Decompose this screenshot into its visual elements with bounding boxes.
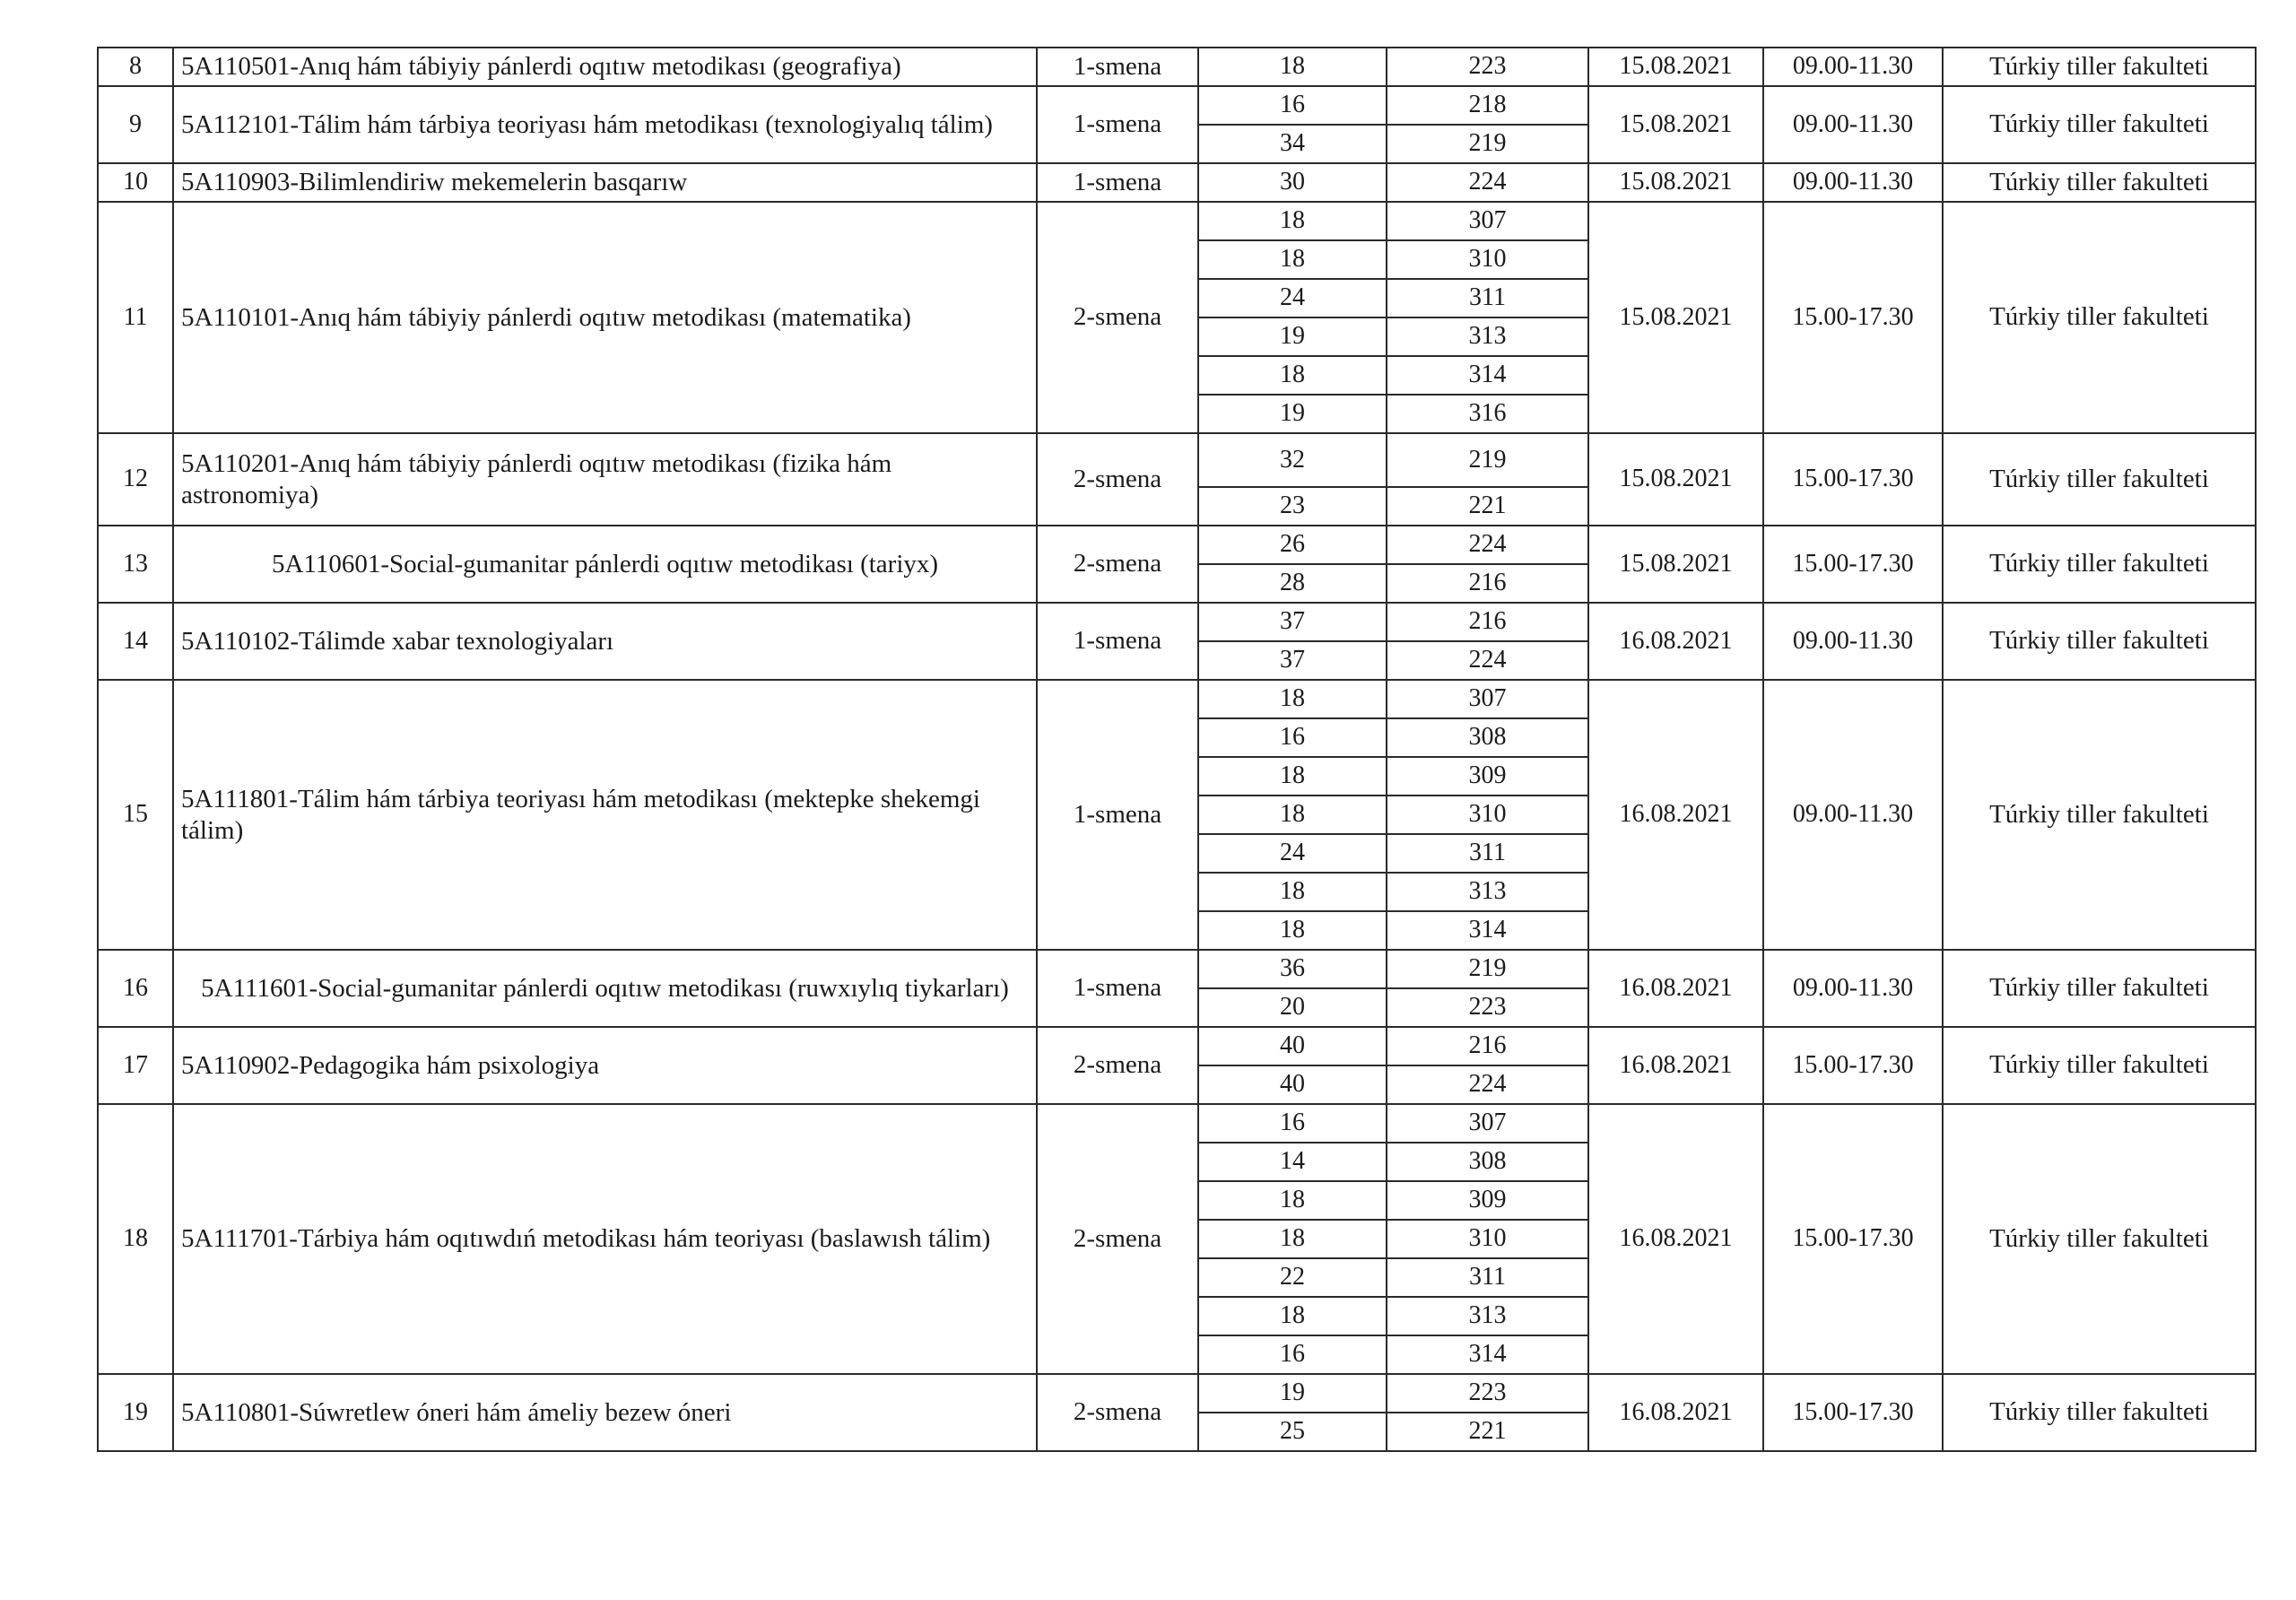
specialty-cell: 5A110601-Social-gumanitar pánlerdi oqıtıw metodikası (tariyx) bbox=[173, 526, 1037, 603]
student-count-cell: 30 bbox=[1198, 163, 1387, 202]
faculty-cell: Túrkiy tiller fakulteti bbox=[1943, 680, 2256, 950]
student-count-cell: 19 bbox=[1198, 1374, 1387, 1413]
date-cell: 15.08.2021 bbox=[1588, 48, 1763, 86]
shift-cell: 1-smena bbox=[1037, 950, 1198, 1027]
shift-cell: 2-smena bbox=[1037, 202, 1198, 433]
student-count-cell: 34 bbox=[1198, 125, 1387, 163]
room-cell: 224 bbox=[1387, 163, 1588, 202]
room-cell: 216 bbox=[1387, 603, 1588, 641]
student-count-cell: 40 bbox=[1198, 1065, 1387, 1104]
student-count-cell: 19 bbox=[1198, 317, 1387, 356]
exam-schedule-table bbox=[97, 47, 2257, 1452]
room-cell: 221 bbox=[1387, 1413, 1588, 1451]
table-body bbox=[98, 48, 2256, 1451]
room-cell: 307 bbox=[1387, 1104, 1588, 1143]
room-cell: 314 bbox=[1387, 1335, 1588, 1374]
room-cell: 313 bbox=[1387, 1297, 1588, 1335]
row-number: 15 bbox=[98, 680, 173, 950]
row-number: 10 bbox=[98, 163, 173, 202]
table-row bbox=[98, 603, 2256, 641]
time-cell: 15.00-17.30 bbox=[1763, 526, 1943, 603]
row-number: 12 bbox=[98, 433, 173, 526]
time-cell: 09.00-11.30 bbox=[1763, 680, 1943, 950]
room-cell: 216 bbox=[1387, 564, 1588, 603]
room-cell: 224 bbox=[1387, 1065, 1588, 1104]
time-cell: 09.00-11.30 bbox=[1763, 48, 1943, 86]
room-cell: 311 bbox=[1387, 1258, 1588, 1297]
table-row bbox=[98, 163, 2256, 202]
room-cell: 219 bbox=[1387, 433, 1588, 487]
date-cell: 16.08.2021 bbox=[1588, 1104, 1763, 1374]
student-count-cell: 18 bbox=[1198, 48, 1387, 86]
date-cell: 16.08.2021 bbox=[1588, 950, 1763, 1027]
time-cell: 15.00-17.30 bbox=[1763, 1374, 1943, 1451]
student-count-cell: 18 bbox=[1198, 356, 1387, 395]
specialty-cell: 5A110501-Anıq hám tábiyiy pánlerdi oqıtıw metodikası (geografiya) bbox=[173, 48, 1037, 86]
room-cell: 223 bbox=[1387, 988, 1588, 1027]
time-cell: 09.00-11.30 bbox=[1763, 950, 1943, 1027]
room-cell: 309 bbox=[1387, 1181, 1588, 1220]
faculty-cell: Túrkiy tiller fakulteti bbox=[1943, 526, 2256, 603]
table-row bbox=[98, 1104, 2256, 1143]
room-cell: 313 bbox=[1387, 873, 1588, 911]
table-row bbox=[98, 526, 2256, 564]
shift-cell: 1-smena bbox=[1037, 603, 1198, 680]
date-cell: 15.08.2021 bbox=[1588, 163, 1763, 202]
room-cell: 308 bbox=[1387, 718, 1588, 757]
student-count-cell: 37 bbox=[1198, 641, 1387, 680]
room-cell: 308 bbox=[1387, 1143, 1588, 1181]
room-cell: 313 bbox=[1387, 317, 1588, 356]
room-cell: 223 bbox=[1387, 1374, 1588, 1413]
specialty-cell: 5A111701-Tárbiya hám oqıtıwdıń metodikası hám teoriyası (baslawısh tálim) bbox=[173, 1104, 1037, 1374]
shift-cell: 1-smena bbox=[1037, 163, 1198, 202]
student-count-cell: 16 bbox=[1198, 1335, 1387, 1374]
student-count-cell: 26 bbox=[1198, 526, 1387, 564]
student-count-cell: 18 bbox=[1198, 1181, 1387, 1220]
date-cell: 15.08.2021 bbox=[1588, 86, 1763, 163]
student-count-cell: 14 bbox=[1198, 1143, 1387, 1181]
time-cell: 09.00-11.30 bbox=[1763, 86, 1943, 163]
student-count-cell: 32 bbox=[1198, 433, 1387, 487]
student-count-cell: 18 bbox=[1198, 757, 1387, 796]
time-cell: 15.00-17.30 bbox=[1763, 433, 1943, 526]
date-cell: 16.08.2021 bbox=[1588, 1374, 1763, 1451]
student-count-cell: 18 bbox=[1198, 873, 1387, 911]
shift-cell: 1-smena bbox=[1037, 86, 1198, 163]
student-count-cell: 40 bbox=[1198, 1027, 1387, 1065]
specialty-cell: 5A111801-Tálim hám tárbiya teoriyası hám metodikası (mektepke shekemgi tálim) bbox=[173, 680, 1037, 950]
faculty-cell: Túrkiy tiller fakulteti bbox=[1943, 48, 2256, 86]
student-count-cell: 16 bbox=[1198, 718, 1387, 757]
room-cell: 311 bbox=[1387, 279, 1588, 317]
date-cell: 16.08.2021 bbox=[1588, 603, 1763, 680]
student-count-cell: 24 bbox=[1198, 279, 1387, 317]
student-count-cell: 18 bbox=[1198, 240, 1387, 279]
faculty-cell: Túrkiy tiller fakulteti bbox=[1943, 86, 2256, 163]
student-count-cell: 28 bbox=[1198, 564, 1387, 603]
shift-cell: 2-smena bbox=[1037, 1374, 1198, 1451]
row-number: 17 bbox=[98, 1027, 173, 1104]
faculty-cell: Túrkiy tiller fakulteti bbox=[1943, 603, 2256, 680]
specialty-cell: 5A110903-Bilimlendiriw mekemelerin basqarıw bbox=[173, 163, 1037, 202]
room-cell: 314 bbox=[1387, 356, 1588, 395]
specialty-cell: 5A110101-Anıq hám tábiyiy pánlerdi oqıtıw metodikası (matematika) bbox=[173, 202, 1037, 433]
shift-cell: 1-smena bbox=[1037, 680, 1198, 950]
room-cell: 311 bbox=[1387, 834, 1588, 873]
date-cell: 15.08.2021 bbox=[1588, 526, 1763, 603]
student-count-cell: 20 bbox=[1198, 988, 1387, 1027]
row-number: 16 bbox=[98, 950, 173, 1027]
student-count-cell: 18 bbox=[1198, 1297, 1387, 1335]
student-count-cell: 18 bbox=[1198, 911, 1387, 950]
student-count-cell: 25 bbox=[1198, 1413, 1387, 1451]
shift-cell: 2-smena bbox=[1037, 1027, 1198, 1104]
room-cell: 314 bbox=[1387, 911, 1588, 950]
student-count-cell: 37 bbox=[1198, 603, 1387, 641]
date-cell: 16.08.2021 bbox=[1588, 1027, 1763, 1104]
date-cell: 15.08.2021 bbox=[1588, 202, 1763, 433]
table-row bbox=[98, 680, 2256, 718]
student-count-cell: 18 bbox=[1198, 1220, 1387, 1258]
room-cell: 309 bbox=[1387, 757, 1588, 796]
student-count-cell: 24 bbox=[1198, 834, 1387, 873]
room-cell: 307 bbox=[1387, 202, 1588, 240]
student-count-cell: 18 bbox=[1198, 202, 1387, 240]
row-number: 19 bbox=[98, 1374, 173, 1451]
specialty-cell: 5A111601-Social-gumanitar pánlerdi oqıtıw metodikası (ruwxıylıq tiykarları) bbox=[173, 950, 1037, 1027]
table-row bbox=[98, 48, 2256, 86]
room-cell: 224 bbox=[1387, 526, 1588, 564]
room-cell: 310 bbox=[1387, 1220, 1588, 1258]
row-number: 18 bbox=[98, 1104, 173, 1374]
faculty-cell: Túrkiy tiller fakulteti bbox=[1943, 163, 2256, 202]
table-row bbox=[98, 202, 2256, 240]
shift-cell: 2-smena bbox=[1037, 433, 1198, 526]
table-row bbox=[98, 433, 2256, 487]
faculty-cell: Túrkiy tiller fakulteti bbox=[1943, 1374, 2256, 1451]
time-cell: 09.00-11.30 bbox=[1763, 163, 1943, 202]
room-cell: 307 bbox=[1387, 680, 1588, 718]
time-cell: 15.00-17.30 bbox=[1763, 1027, 1943, 1104]
specialty-cell: 5A110201-Anıq hám tábiyiy pánlerdi oqıtıw metodikası (fizika hám astronomiya) bbox=[173, 433, 1037, 526]
student-count-cell: 16 bbox=[1198, 86, 1387, 125]
time-cell: 15.00-17.30 bbox=[1763, 202, 1943, 433]
student-count-cell: 36 bbox=[1198, 950, 1387, 988]
room-cell: 310 bbox=[1387, 240, 1588, 279]
student-count-cell: 18 bbox=[1198, 796, 1387, 834]
student-count-cell: 23 bbox=[1198, 487, 1387, 526]
time-cell: 15.00-17.30 bbox=[1763, 1104, 1943, 1374]
room-cell: 224 bbox=[1387, 641, 1588, 680]
specialty-cell: 5A110102-Tálimde xabar texnologiyaları bbox=[173, 603, 1037, 680]
row-number: 9 bbox=[98, 86, 173, 163]
table-row bbox=[98, 1027, 2256, 1065]
table-row bbox=[98, 1374, 2256, 1413]
faculty-cell: Túrkiy tiller fakulteti bbox=[1943, 202, 2256, 433]
table-row bbox=[98, 950, 2256, 988]
faculty-cell: Túrkiy tiller fakulteti bbox=[1943, 433, 2256, 526]
faculty-cell: Túrkiy tiller fakulteti bbox=[1943, 1104, 2256, 1374]
student-count-cell: 16 bbox=[1198, 1104, 1387, 1143]
shift-cell: 1-smena bbox=[1037, 48, 1198, 86]
specialty-cell: 5A110801-Súwretlew óneri hám ámeliy bezew óneri bbox=[173, 1374, 1037, 1451]
room-cell: 218 bbox=[1387, 86, 1588, 125]
shift-cell: 2-smena bbox=[1037, 526, 1198, 603]
specialty-cell: 5A112101-Tálim hám tárbiya teoriyası hám metodikası (texnologiyalıq tálim) bbox=[173, 86, 1037, 163]
student-count-cell: 19 bbox=[1198, 395, 1387, 433]
faculty-cell: Túrkiy tiller fakulteti bbox=[1943, 1027, 2256, 1104]
room-cell: 216 bbox=[1387, 1027, 1588, 1065]
student-count-cell: 18 bbox=[1198, 680, 1387, 718]
room-cell: 316 bbox=[1387, 395, 1588, 433]
room-cell: 219 bbox=[1387, 950, 1588, 988]
room-cell: 221 bbox=[1387, 487, 1588, 526]
student-count-cell: 22 bbox=[1198, 1258, 1387, 1297]
faculty-cell: Túrkiy tiller fakulteti bbox=[1943, 950, 2256, 1027]
row-number: 8 bbox=[98, 48, 173, 86]
table-row bbox=[98, 86, 2256, 125]
shift-cell: 2-smena bbox=[1037, 1104, 1198, 1374]
row-number: 13 bbox=[98, 526, 173, 603]
row-number: 11 bbox=[98, 202, 173, 433]
time-cell: 09.00-11.30 bbox=[1763, 603, 1943, 680]
room-cell: 223 bbox=[1387, 48, 1588, 86]
date-cell: 16.08.2021 bbox=[1588, 680, 1763, 950]
room-cell: 219 bbox=[1387, 125, 1588, 163]
room-cell: 310 bbox=[1387, 796, 1588, 834]
date-cell: 15.08.2021 bbox=[1588, 433, 1763, 526]
row-number: 14 bbox=[98, 603, 173, 680]
specialty-cell: 5A110902-Pedagogika hám psixologiya bbox=[173, 1027, 1037, 1104]
